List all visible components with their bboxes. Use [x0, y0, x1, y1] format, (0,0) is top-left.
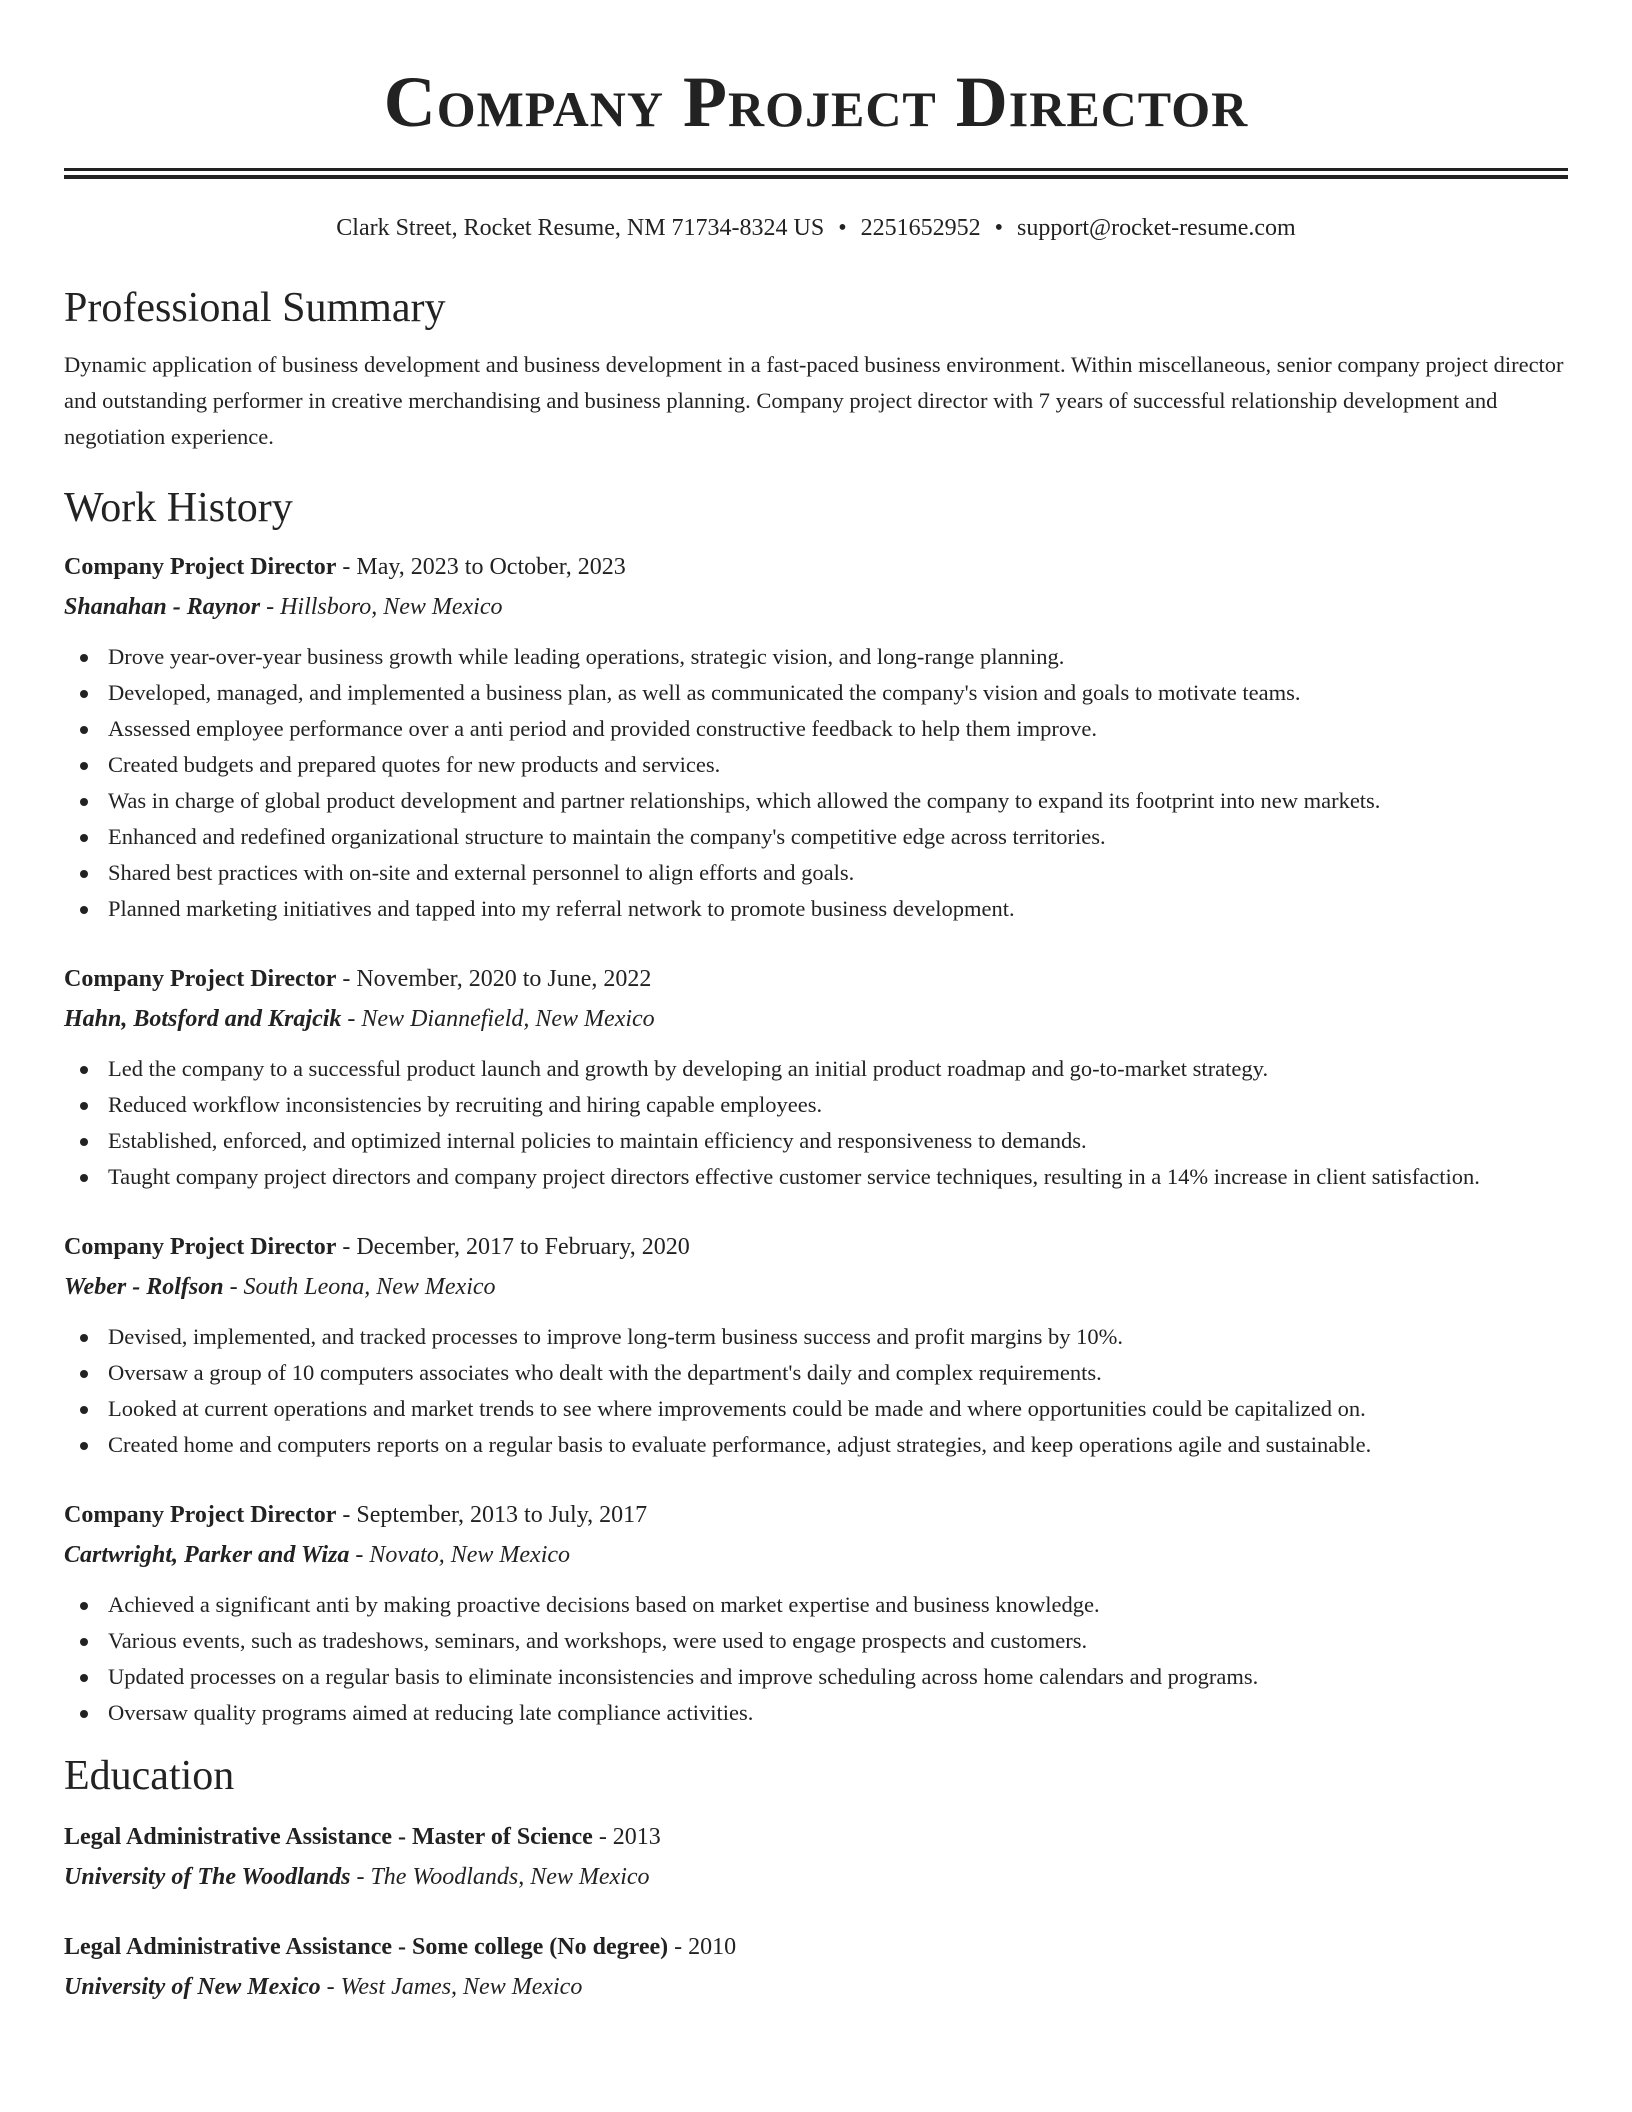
job-company-line	[64, 1535, 1568, 1575]
list-item: Oversaw a group of 10 computers associates who dealt with the department's daily and complex requirements.	[64, 1355, 1568, 1391]
list-item: Created home and computers reports on a regular basis to evaluate performance, adjust strategies, and keep operations agile and sustainable.	[64, 1427, 1568, 1463]
job-title-line	[64, 1227, 1568, 1267]
resume-title: Company Project Director	[383, 62, 1249, 142]
job-company-line	[64, 1267, 1568, 1307]
job-company-line	[64, 587, 1568, 627]
education-school-line	[64, 1967, 1568, 2007]
education-year: - 2010	[668, 1934, 737, 1960]
job-company-line	[64, 999, 1568, 1039]
education-entry	[64, 1817, 1568, 1897]
education-heading: Education	[64, 1753, 235, 1799]
job-dates: - December, 2017 to February, 2020	[336, 1234, 690, 1260]
contact-address: Clark Street, Rocket Resume, NM 71734-8324 US	[336, 215, 825, 241]
job-location: - Novato, New Mexico	[349, 1542, 571, 1568]
job-duties-list	[64, 639, 1568, 927]
list-item: Created budgets and prepared quotes for new products and services.	[64, 747, 1568, 783]
education-degree: Legal Administrative Assistance - Master of Science	[64, 1824, 593, 1850]
list-item: Oversaw quality programs aimed at reducing late compliance activities.	[64, 1695, 1568, 1731]
list-item: Developed, managed, and implemented a business plan, as well as communicated the company's vision and goals to motivate teams.	[64, 675, 1568, 711]
education-entry	[64, 1927, 1568, 2007]
job-dates: - May, 2023 to October, 2023	[336, 554, 626, 580]
list-item: Shared best practices with on-site and external personnel to align efforts and goals.	[64, 855, 1568, 891]
job-location: - New Diannefield, New Mexico	[341, 1006, 655, 1032]
education-school: University of The Woodlands	[64, 1864, 351, 1890]
work-history-heading: Work History	[64, 485, 293, 531]
title-double-rule	[64, 168, 1568, 179]
list-item: Various events, such as tradeshows, seminars, and workshops, were used to engage prospects and customers.	[64, 1623, 1568, 1659]
contact-phone: 2251652952	[860, 215, 981, 241]
job-entry	[64, 547, 1568, 927]
education-school-line	[64, 1857, 1568, 1897]
contact-line	[64, 213, 1568, 243]
list-item: Planned marketing initiatives and tapped into my referral network to promote business development.	[64, 891, 1568, 927]
list-item: Assessed employee performance over a anti period and provided constructive feedback to help them improve.	[64, 711, 1568, 747]
job-title-line	[64, 959, 1568, 999]
summary-text: Dynamic application of business development and business development in a fast-paced business environment. Within miscellaneous, senior company project director and outstanding performer in creative merchandising and business planning. Company project director with 7 years of successful relationship development and negotiation experience.	[64, 352, 1564, 449]
job-title: Company Project Director	[64, 554, 337, 580]
education-degree-line	[64, 1927, 1568, 1967]
job-duties-list	[64, 1319, 1568, 1463]
job-location: - Hillsboro, New Mexico	[260, 594, 503, 620]
job-title-line	[64, 547, 1568, 587]
job-title: Company Project Director	[64, 966, 337, 992]
contact-separator: •	[838, 215, 847, 241]
list-item: Achieved a significant anti by making proactive decisions based on market expertise and business knowledge.	[64, 1587, 1568, 1623]
job-title: Company Project Director	[64, 1502, 337, 1528]
job-company: Weber - Rolfson	[64, 1274, 224, 1300]
job-title: Company Project Director	[64, 1234, 337, 1260]
list-item: Reduced workflow inconsistencies by recruiting and hiring capable employees.	[64, 1087, 1568, 1123]
job-dates: - November, 2020 to June, 2022	[336, 966, 652, 992]
education-school: University of New Mexico	[64, 1974, 321, 2000]
job-entry	[64, 1227, 1568, 1463]
job-location: - South Leona, New Mexico	[223, 1274, 496, 1300]
job-company: Cartwright, Parker and Wiza	[64, 1542, 350, 1568]
contact-email: support@rocket-resume.com	[1017, 215, 1296, 241]
list-item: Led the company to a successful product launch and growth by developing an initial product roadmap and go-to-market strategy.	[64, 1051, 1568, 1087]
job-duties-list	[64, 1587, 1568, 1731]
job-title-line	[64, 1495, 1568, 1535]
education-degree: Legal Administrative Assistance - Some college (No degree)	[64, 1934, 669, 1960]
job-company: Hahn, Botsford and Krajcik	[64, 1006, 342, 1032]
job-dates: - September, 2013 to July, 2017	[336, 1502, 648, 1528]
education-location: - The Woodlands, New Mexico	[350, 1864, 650, 1890]
list-item: Looked at current operations and market trends to see where improvements could be made and where opportunities could be capitalized on.	[64, 1391, 1568, 1427]
job-entry	[64, 1495, 1568, 1731]
job-entry	[64, 959, 1568, 1195]
list-item: Taught company project directors and company project directors effective customer service techniques, resulting in a 14% increase in client satisfaction.	[64, 1159, 1568, 1195]
job-duties-list	[64, 1051, 1568, 1195]
summary-heading: Professional Summary	[64, 285, 446, 331]
list-item: Drove year-over-year business growth while leading operations, strategic vision, and long-range planning.	[64, 639, 1568, 675]
education-degree-line	[64, 1817, 1568, 1857]
list-item: Updated processes on a regular basis to eliminate inconsistencies and improve scheduling across home calendars and programs.	[64, 1659, 1568, 1695]
education-year: - 2013	[592, 1824, 661, 1850]
list-item: Established, enforced, and optimized internal policies to maintain efficiency and responsiveness to demands.	[64, 1123, 1568, 1159]
contact-separator: •	[994, 215, 1004, 241]
list-item: Enhanced and redefined organizational structure to maintain the company's competitive edge across territories.	[64, 819, 1568, 855]
list-item: Devised, implemented, and tracked processes to improve long-term business success and profit margins by 10%.	[64, 1319, 1568, 1355]
list-item: Was in charge of global product development and partner relationships, which allowed the company to expand its footprint into new markets.	[64, 783, 1568, 819]
job-company: Shanahan - Raynor	[64, 594, 261, 620]
education-location: - West James, New Mexico	[320, 1974, 583, 2000]
